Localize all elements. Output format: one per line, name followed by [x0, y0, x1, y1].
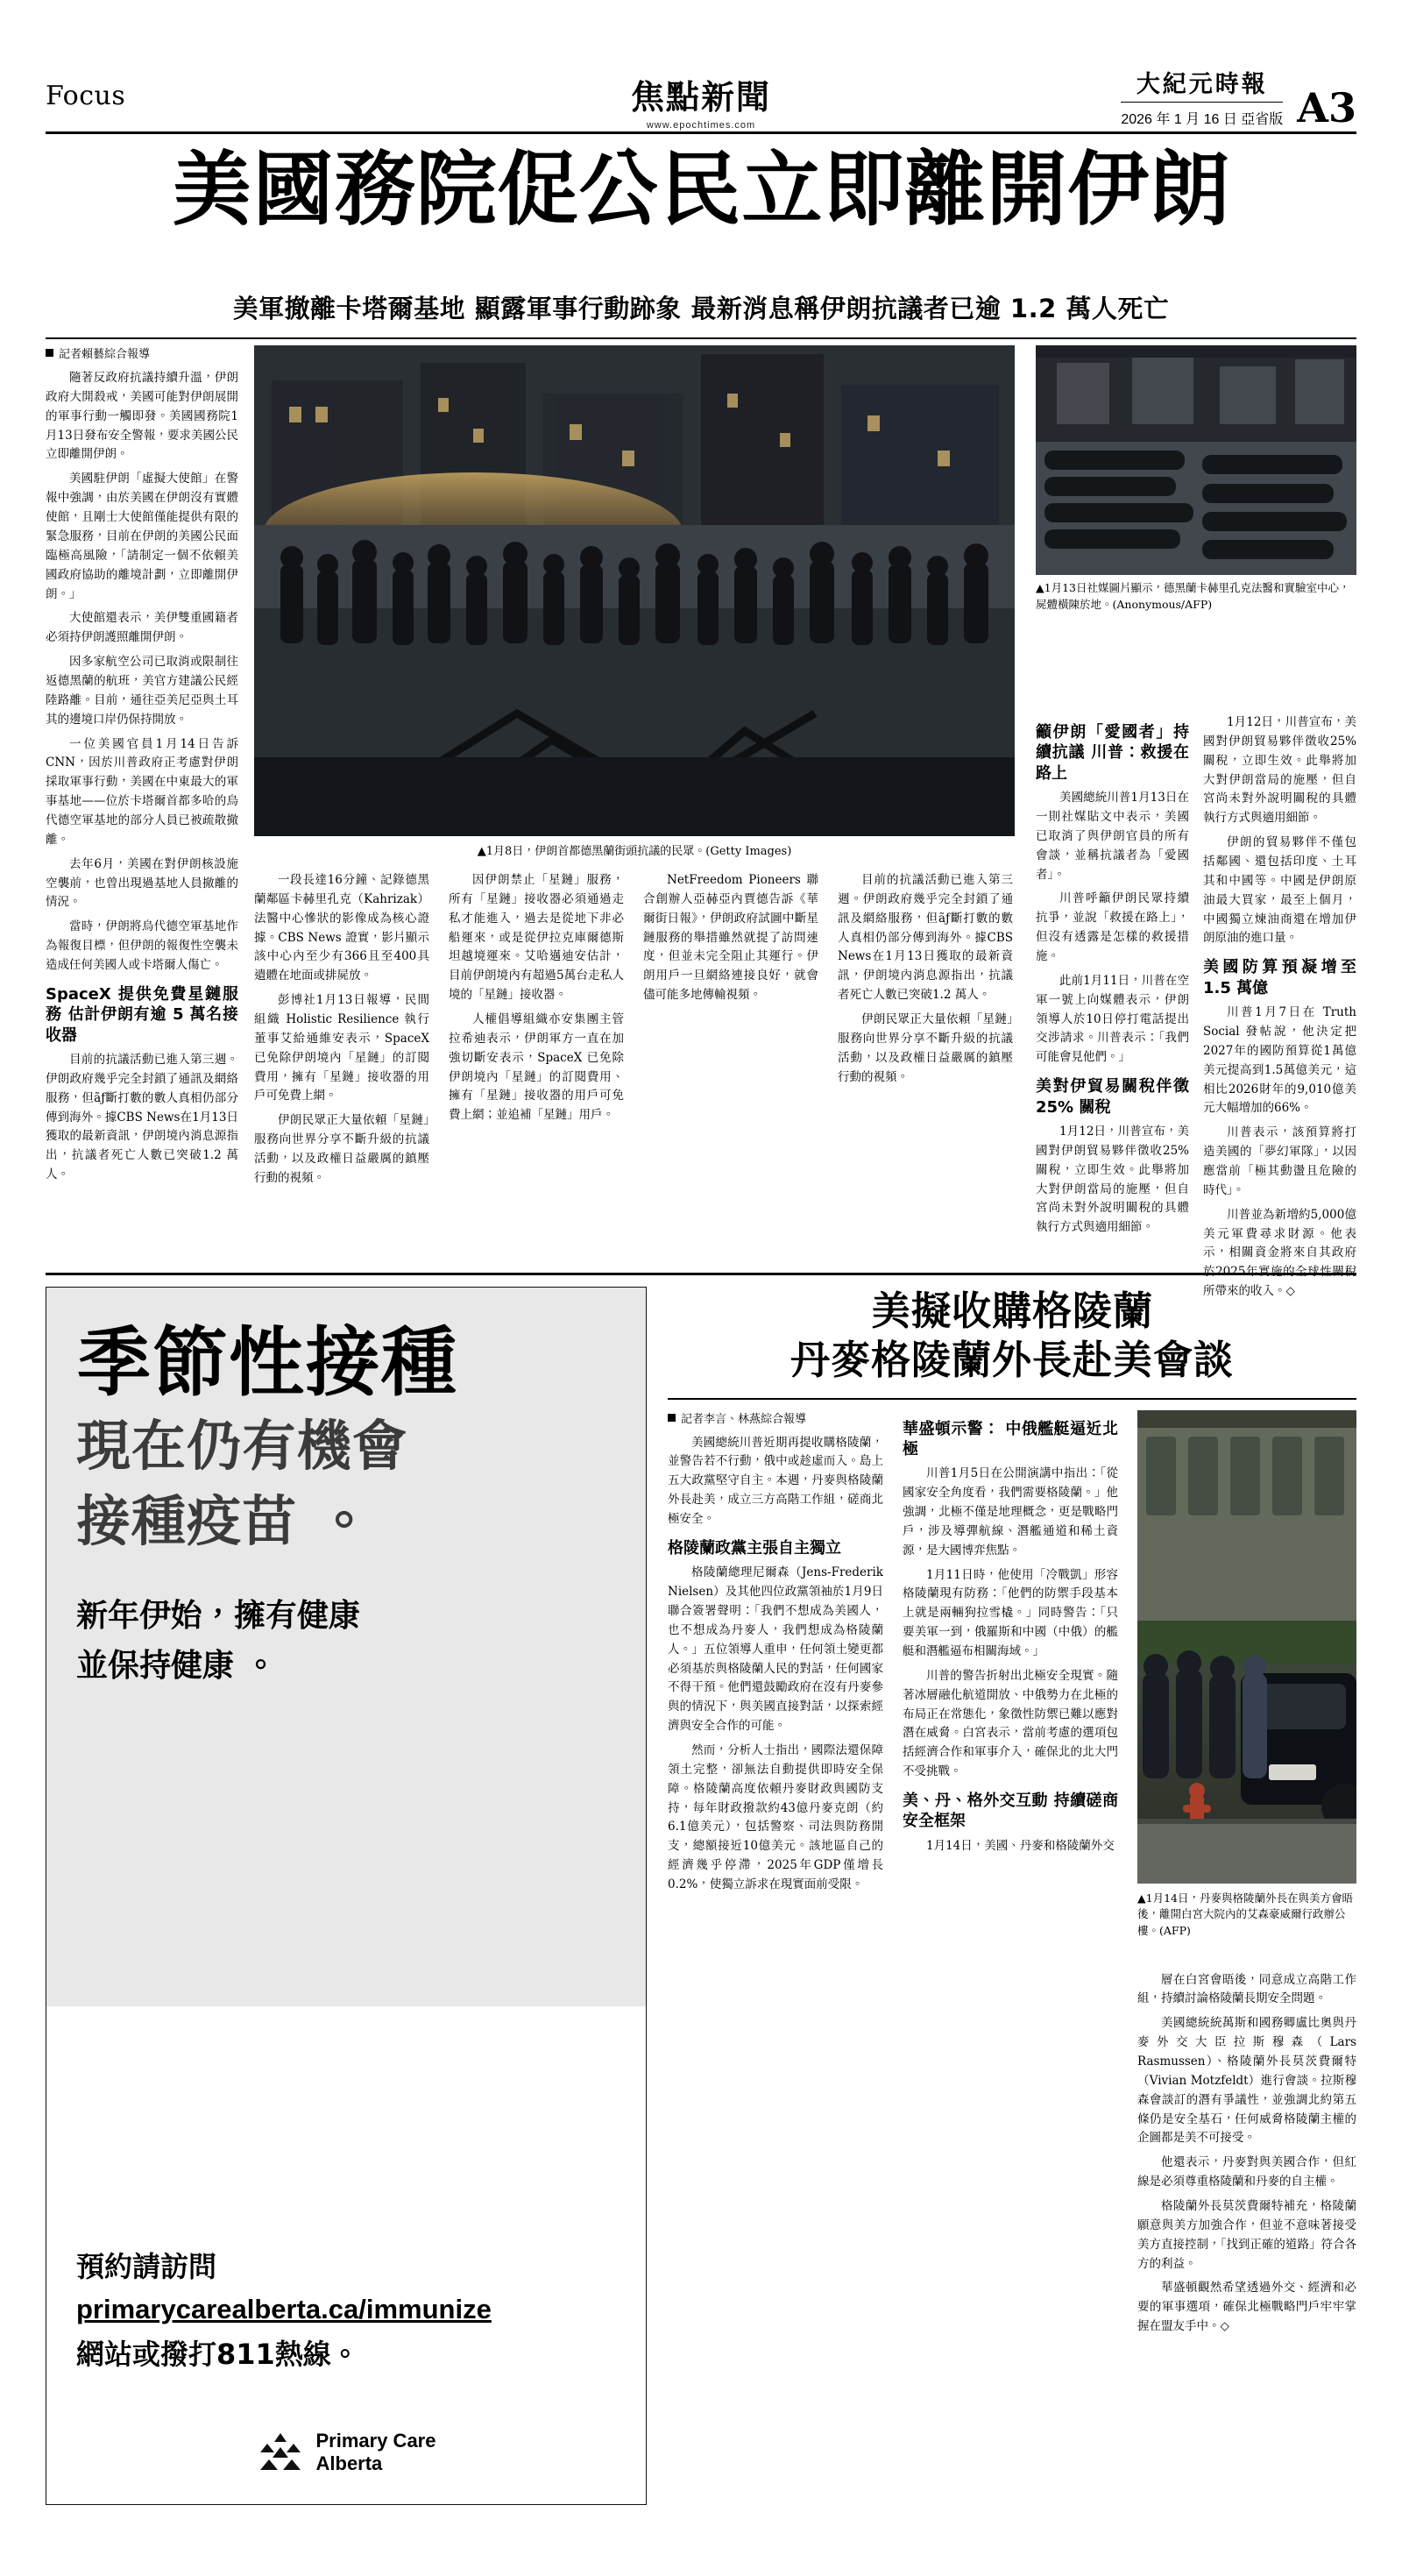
paragraph: 他還表示，丹麥對與美國合作，但紅線是必須尊重格陵蘭和丹麥的自主權。	[1137, 2155, 1356, 2189]
paragraph: 當時，伊朗將烏代德空軍基地作為報復目標，但伊朗的報復性空襲未造成任何美國人或卡塔爾人傷亡。	[46, 919, 238, 972]
bullet-square-icon	[668, 1414, 676, 1422]
lead-photo	[254, 345, 1015, 836]
paragraph: 人權倡導組織亦安集團主管拉希迪表示，伊朗軍方一直在加強切斷安表示，SpaceX 已免除伊朗境內「星鏈」的訂閱費用、擁有「星鏈」接收器的用戶可免費上網；並追補「星鏈」用戶。	[449, 1012, 624, 1123]
ad-subtext-1: 新年伊始，擁有健康	[76, 1598, 361, 1635]
byline: 記者李言、林燕綜合報導	[668, 1410, 883, 1429]
paragraph: 目前的抗議活動已進入第三週。伊朗政府幾乎完全封鎖了通訊及網絡服務，但ãƒ斷打數的數人真相仍部分傳到海外。據CBS News在1月13日獲取的最新資訊，伊朗境內消息源指出，抗議者死亡人數已突破1.2 萬人。	[46, 1053, 238, 1182]
ad-headline-1: 季節性接種	[76, 1319, 457, 1407]
lead-column-7	[1203, 713, 1356, 1307]
primary-care-alberta-logo-icon	[257, 2431, 304, 2473]
paragraph: 彭博社1月13日報導，民間組織 Holistic Resilience 執行董事艾給通維安表示，SpaceX 已免除伊朗境內「星鏈」的訂閱費用，擁有「星鏈」接收器的用戶可免費上網。	[254, 993, 429, 1103]
bottom-column-1	[668, 1410, 883, 1900]
subheading: 美國防算預凝增至1.5 萬億	[1203, 958, 1356, 997]
lead-column-3	[449, 871, 624, 1131]
paragraph: 華盛頓觀然希望透過外交、經濟和必要的軍事選項，確保北極戰略門戶牢牢掌握在盟友手中。◇	[1137, 2281, 1356, 2334]
subheading: SpaceX 提供免費星鏈服務 估計伊朗有逾 5 萬名接收器	[46, 984, 238, 1045]
paragraph: 隨著反政府抗議持續升溫，伊朗政府大開殺戒，美國可能對伊朗展開的軍事行動一觸即發。美國國務院1月13日發布安全警報，要求美國公民立即離開伊朗。	[46, 371, 238, 462]
bullet-square-icon	[46, 349, 53, 357]
ad-cta-url[interactable]: primarycarealberta.ca/immunize	[76, 2294, 492, 2324]
masthead-url: www.epochtimes.com	[646, 120, 756, 131]
paragraph: 然而，分析人士指出，國際法還保障領土完整，卻無法自動提供即時安全保障。格陵蘭高度依賴丹麥財政與國防支持，每年財政撥款約43億丹麥克朗（約6.1億美元），包括警察、司法與防務開支，總額接近10億美元。該地區自己的經濟幾乎停滯，2025年GDP僅增長0.2%，使獨立訴求在現實面前受限。	[668, 1742, 883, 1891]
paragraph: 美國總統川普1月13日在一則社媒貼文中表示，美國已取消了與伊朗官員的所有會談，並稱抗議者為「愛國者」。	[1036, 791, 1189, 882]
paragraph: 美國總統川普近期再提收購格陵蘭，並警告若不行動，俄中或趁虛而入。島上五大政黨堅守自主。本週，丹麥與格陵蘭外長赴美，成立三方高階工作組，磋商北極安全。	[668, 1435, 883, 1526]
masthead-title: 焦點新聞	[630, 78, 771, 117]
paragraph: 伊朗的貿易夥伴不僅包括鄰國、還包括印度、土耳其和中國等。中國是伊朗原油最大買家，最至上個月，中國獨立煉油商還在增加伊朗原油的進口量。	[1203, 835, 1356, 946]
paragraph: 因多家航空公司已取消或限制往返德黑蘭的航班，美官方建議公民經陸路離。目前，通往亞美尼亞與土耳其的邊境口岸仍保持開放。	[46, 655, 238, 727]
subheading: 格陵蘭政黨主張自主獨立	[668, 1538, 841, 1558]
ad-logo-line1: Primary Care	[315, 2430, 436, 2452]
paragraph: 一段長達16分鐘、記錄德黑蘭鄰區卡赫里孔克（Kahrizak）法醫中心慘狀的影像成為核心證據。CBS News 證實，影片顯示該中心內至少有366且至400具遺體在地面或排屍放。	[254, 873, 429, 983]
ad-call-to-action	[76, 2245, 616, 2373]
issue-date: 2026 年 1 月 16 日 亞省版	[1121, 112, 1284, 127]
lead-story-grid	[46, 345, 1356, 1299]
secondary-photo-caption: ▲1月13日社媒圖片顯示，德黑蘭卡赫里孔克法醫和實驗室中心，屍體橫陳於地。(Anonymous/AFP)	[1036, 581, 1350, 611]
lead-subhead: 美軍撤離卡塔爾基地 顯露軍事行動跡象 最新消息稱伊朗抗議者已逾 1.2 萬人死亡	[232, 294, 1170, 323]
paragraph: 層在白宮會晤後，同意成立高階工作組，持續討論格陵蘭長期安全問題。	[1137, 1972, 1356, 2006]
lead-column-2	[254, 871, 429, 1194]
paragraph: 1月11日時，他使用「冷戰凱」形容格陵蘭現有防務：「他們的防禦手段基本上就是兩輛狗拉雪橇。」同時警告：「只要美軍一到，俄羅斯和中國（中俄）的艦艇和潛艦逼布相關海域。」	[903, 1567, 1118, 1659]
paragraph: 1月12日，川普宣布，美國對伊朗貿易夥伴徵收25%關稅，立即生效。此舉將加大對伊朗當局的施壓，但自宮尚未對外說明關稅的具體執行方式與適用細節。	[1036, 1124, 1189, 1235]
subheading: 美、丹、格外交互動 持續磋商安全框架	[903, 1792, 1118, 1831]
ad-cta-label: 預約請訪問	[76, 2250, 217, 2283]
section-label: Focus	[46, 81, 126, 111]
subheading: 籲伊朗「愛國者」持續抗議 川普：救援在路上	[1036, 723, 1189, 783]
section-divider	[46, 1273, 1356, 1275]
ad-logo	[46, 2430, 646, 2474]
brand-name: 大紀元時報	[1121, 65, 1283, 103]
bottom-headline-2: 丹麥格陵蘭外長赴美會談	[790, 1337, 1234, 1384]
bottom-headline-1: 美擬收購格陵蘭	[870, 1288, 1153, 1334]
lead-column-1	[46, 345, 238, 1190]
paragraph: 一位美國官員1月14日告訴CNN，因於川普政府正考慮對伊朗採取軍事行動，美國在中東最大的軍事基地——位於卡塔爾首都多哈的烏代德空軍基地的部分人員已被疏散撤離。	[46, 736, 238, 847]
paragraph: 大使館還表示，美伊雙重國籍者必須持伊朗護照離開伊朗。	[46, 611, 238, 645]
lead-column-5	[838, 871, 1013, 1092]
subheading: 華盛頓示警： 中俄艦艇逼近北極	[903, 1419, 1118, 1458]
masthead	[46, 65, 1356, 132]
ad-logo-line2: Alberta	[315, 2452, 383, 2474]
paragraph: 川普表示，該預算將打造美國的「夢幻軍隊」，以因應當前「極其動盪且危險的時代」。	[1203, 1125, 1356, 1197]
ad-headline-2: 現在仍有機會	[76, 1413, 408, 1478]
advertisement[interactable]	[46, 1287, 647, 2505]
paragraph: 此前1月11日，川普在空軍一號上向媒體表示，伊朗領導人於10日停打電話提出交涉請求。川普表示：「我們可能會見他們。」	[1036, 973, 1189, 1065]
paragraph: 伊朗民眾正大量依賴「星鏈」服務向世界分享不斷升級的抗議活動，以及政權日益嚴厲的鎮壓行動的視頻。	[838, 1012, 1013, 1084]
bottom-story-columns	[668, 1410, 1356, 2576]
paragraph: 川普1月5日在公開演講中指出：「從國家安全角度看，我們需要格陵蘭。」他強調，北極不僅是地理概念，更是戰略門戶，涉及導彈航線、潛艦通道和稀土資源，是大國博弈焦點。	[903, 1466, 1118, 1558]
bottom-photo-caption: ▲1月14日，丹麥與格陵蘭外長在與美方會晤後，離開白宮大院內的艾森豪威爾行政辦公樓。(AFP)	[1137, 1891, 1353, 1937]
bottom-story-photo	[1137, 1410, 1356, 1884]
masthead-divider	[46, 131, 1356, 134]
masthead-right	[1121, 65, 1356, 132]
paragraph: NetFreedom Pioneers 聯合創辦人亞赫亞內賈德告訴《華爾街日報》，伊朗政府試圖中斷星鏈服務的舉措雖然就提了訪問速度，但並未完全阻止其運行。伊朗用戶一旦網絡連接良好，就會儘可能多地傳輸視頻。	[643, 873, 818, 1003]
lead-column-6	[1036, 713, 1189, 1243]
subheading: 美對伊貿易關稅伴徵 25% 關稅	[1036, 1077, 1189, 1117]
protest-photo-illustration	[254, 345, 1015, 836]
lead-headline: 美國務院促公民立即離開伊朗	[171, 143, 1231, 237]
paragraph: 格陵蘭外長莫茨費爾特補充，格陵蘭願意與美方加強合作，但並不意味著接受美方直接控制，「找到正確的道路」符合各方的利益。	[1137, 2198, 1356, 2271]
brand-block	[1121, 65, 1283, 128]
paragraph: 美國總統統萬斯和國務卿盧比奧與丹麥外交大臣拉斯穆森（Lars Rasmussen）、格陵蘭外長莫茨費爾特（Vivian Motzfeldt）進行會談。拉斯穆森會談訂的潛有爭議性，並強調北約第五條仍是安全基石，任何威脅格陵蘭主權的企圖都是美不可接受。	[1137, 2016, 1356, 2146]
morgue-photo-illustration	[1036, 345, 1356, 575]
diplomats-photo-illustration	[1137, 1410, 1356, 1884]
paragraph: 目前的抗議活動已進入第三週。伊朗政府幾乎完全封鎖了通訊及網絡服務，但ãƒ斷打數的數人真相仍部分傳到海外。據CBS News在1月13日獲取的最新資訊，伊朗境內消息源指出，抗議者死亡人數已突破1.2 萬人。	[838, 873, 1013, 1003]
lead-column-4	[643, 871, 818, 1011]
paragraph: 因伊朗禁止「星鏈」服務，所有「星鏈」接收器必須通過走私才能進入，過去是從地下非必船運來，或是從伊拉克庫爾德斯坦越境運來。艾哈邁迪安估計，目前伊朗境內有超過5萬台走私人境的「星鏈」接收器。	[449, 873, 624, 1003]
page-number: A3	[1297, 84, 1356, 132]
bottom-headline-divider	[668, 1398, 1356, 1400]
lead-photo-caption: ▲1月8日，伊朗首都德黑蘭街頭抗議的民眾。(Getty Images)	[477, 845, 792, 858]
secondary-photo	[1036, 345, 1356, 575]
paragraph: 川普呼籲伊朗民眾持續抗爭，並說「救援在路上」，但沒有透露是怎樣的救援措施。	[1036, 891, 1189, 964]
paragraph: 川普並為新增約5,000億美元軍費尋求財源。他表示，相關資金將來自其政府於2025年實施的全球性關稅所帶來的收入。◇	[1203, 1207, 1356, 1299]
ad-logo-text	[316, 2430, 436, 2474]
bottom-column-2	[903, 1410, 1118, 1862]
paragraph: 美國駐伊朗「虛擬大使館」在警報中強調，由於美國在伊朗沒有實體使館，且剛士大使館僅能提供有限的緊急服務，目前在伊朗的美國公民面臨極高風險，「請制定一個不依賴美國政府協助的離境計劃，立即離開伊朗。」	[46, 472, 238, 601]
ad-cta-phone: 網站或撥打811熱線。	[76, 2338, 359, 2371]
paragraph: 1月12日，川普宣布，美國對伊朗貿易夥伴徵收25%關稅，立即生效。此舉將加大對伊朗當局的施壓，但自宮尚未對外說明關稅的具體執行方式與適用細節。	[1203, 715, 1356, 826]
paragraph: 1月14日，美國、丹麥和格陵蘭外交	[926, 1838, 1115, 1853]
ad-subtext-2: 並保持健康 。	[76, 1647, 277, 1684]
paragraph: 伊朗民眾正大量依賴「星鏈」服務向世界分享不斷升級的抗議活動，以及政權日益嚴厲的鎮壓行動的視頻。	[254, 1113, 429, 1185]
subhead-divider	[46, 337, 1356, 339]
byline: 記者賴藝綜合報導	[46, 345, 238, 364]
paragraph: 去年6月，美國在對伊朗核設施空襲前，也曾出現過基地人員撤離的情況。	[46, 856, 238, 910]
paragraph: 川普的警告折射出北極安全現實。隨著冰層融化航道開放、中俄勢力在北極的布局正在常態化，象徵性防禦已難以應對潛在威脅。白宮表示，當前考慮的選項包括經濟合作和軍事介入，確保北的北大門不受挑戰。	[903, 1668, 1118, 1779]
paragraph: 川普1月7日在 Truth Social 發帖說，他決定把2027年的國防預算從1萬億美元提高到1.5萬億美元，這相比2026財年的9,010億美元大幅增加的66%。	[1203, 1005, 1356, 1116]
paragraph: 格陵蘭總理尼爾森（Jens-Frederik Nielsen）及其他四位政黨領袖於1月9日聯合簽署聲明：「我們不想成為美國人，也不想成為丹麥人，我們想成為格陵蘭人。」五位領導人重申，任何領土變更都必須基於與格陵蘭人民的對話，任何國家不得干預。他們還鼓勵政府在沒有丹麥參與的情況下，與美國直接對話，以探索經濟與安全合作的可能。	[668, 1565, 883, 1734]
ad-headline-3: 接種疫苗 。	[76, 1488, 372, 1553]
bottom-column-3	[1137, 1971, 1356, 2342]
bottom-story	[668, 1287, 1356, 2576]
